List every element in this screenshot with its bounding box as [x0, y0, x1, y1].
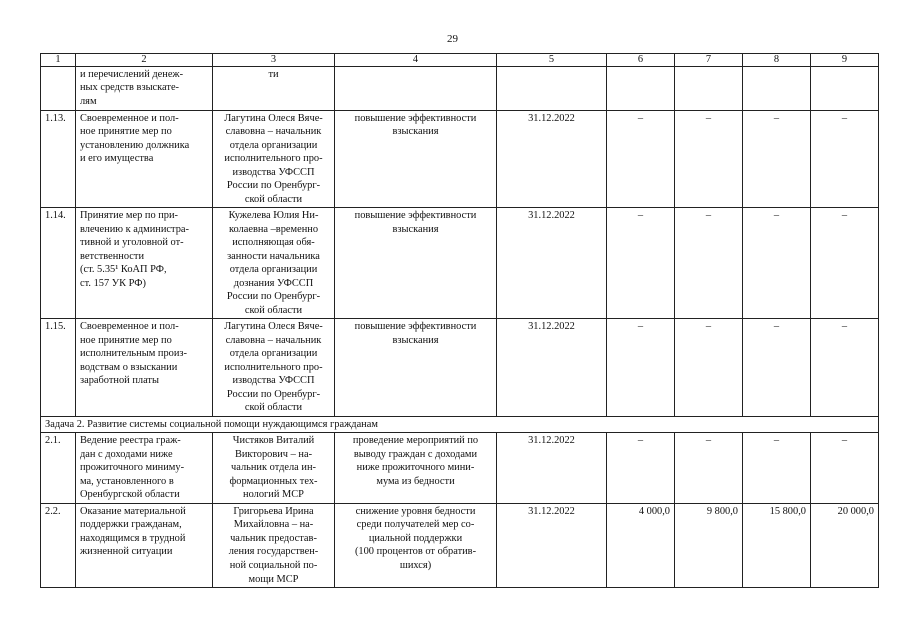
value-cell [675, 66, 743, 110]
result-cell: проведение мероприятий по выводу граждан с доходами ниже прожиточного мини- мума из бедности [335, 433, 497, 504]
responsible-cell: Чистяков Виталий Викторович – на- чальник отдела ин- формационных тех- нологий МСР [213, 433, 335, 504]
column-header: 7 [675, 54, 743, 67]
responsible-cell: Кужелева Юлия Ни- колаевна –временно исполняющая обя- занности начальника отдела организации дознания УФССП России по Оренбург- ской области [213, 208, 335, 319]
value-cell: – [743, 433, 811, 504]
value-cell: 9 800,0 [675, 503, 743, 587]
responsible-cell: Григорьева Ирина Михайловна – на- чальник предостав- ления государствен- ной социальной по- мощи МСР [213, 503, 335, 587]
value-cell: – [607, 208, 675, 319]
value-cell: – [743, 208, 811, 319]
deadline-cell: 31.12.2022 [497, 319, 607, 417]
deadline-cell: 31.12.2022 [497, 503, 607, 587]
result-cell: снижение уровня бедности среди получателей мер со- циальной поддержки (100 процентов от обратив- шихся) [335, 503, 497, 587]
row-number: 1.13. [41, 110, 76, 208]
table-row [41, 433, 879, 504]
value-cell: – [675, 433, 743, 504]
table-row [41, 503, 879, 587]
task-2-header: Задача 2. Развитие системы социальной помощи нуждающимся гражданам [41, 416, 879, 433]
deadline-cell: 31.12.2022 [497, 433, 607, 504]
value-cell [743, 66, 811, 110]
value-cell: – [607, 433, 675, 504]
value-cell: – [811, 208, 879, 319]
table-row [41, 110, 879, 208]
column-header: 1 [41, 54, 76, 67]
row-number [41, 66, 76, 110]
measure-cell: Своевременное и пол- ное принятие мер по исполнительным произ- водствам о взыскании заработной платы [76, 319, 213, 417]
value-cell [607, 66, 675, 110]
value-cell: 20 000,0 [811, 503, 879, 587]
result-cell [335, 66, 497, 110]
responsible-cell: ти [213, 66, 335, 110]
measure-cell: Оказание материальной поддержки гражданам, находящимся в трудной жизненной ситуации [76, 503, 213, 587]
value-cell: – [675, 110, 743, 208]
column-number-row [41, 54, 879, 67]
page-number: 29 [447, 33, 458, 45]
measure-cell: Ведение реестра граж- дан с доходами ниже прожиточного миниму- ма, установленного в Оренбургской области [76, 433, 213, 504]
column-header: 5 [497, 54, 607, 67]
row-number: 2.2. [41, 503, 76, 587]
column-header: 3 [213, 54, 335, 67]
row-number: 1.15. [41, 319, 76, 417]
action-plan-table [40, 53, 879, 588]
value-cell: – [675, 319, 743, 417]
value-cell: – [811, 110, 879, 208]
value-cell: – [675, 208, 743, 319]
result-cell: повышение эффективности взыскания [335, 208, 497, 319]
column-header: 6 [607, 54, 675, 67]
value-cell: – [743, 319, 811, 417]
measure-cell: и перечислений денеж- ных средств взыскате- лям [76, 66, 213, 110]
table-row [41, 319, 879, 417]
row-number: 2.1. [41, 433, 76, 504]
responsible-cell: Лагутина Олеся Вяче- славовна – начальник отдела организации исполнительного про- изводства УФССП России по Оренбург- ской области [213, 110, 335, 208]
deadline-cell [497, 66, 607, 110]
section-header-row [41, 416, 879, 433]
value-cell: 15 800,0 [743, 503, 811, 587]
value-cell [811, 66, 879, 110]
value-cell: – [811, 433, 879, 504]
value-cell: 4 000,0 [607, 503, 675, 587]
value-cell: – [743, 110, 811, 208]
measure-cell: Принятие мер по при- влечению к администра- тивной и уголовной от- ветственности (ст. 5.35¹ КоАП РФ, ст. 157 УК РФ) [76, 208, 213, 319]
column-header: 2 [76, 54, 213, 67]
column-header: 8 [743, 54, 811, 67]
table-row [41, 66, 879, 110]
value-cell: – [811, 319, 879, 417]
value-cell: – [607, 110, 675, 208]
row-number: 1.14. [41, 208, 76, 319]
value-cell: – [607, 319, 675, 417]
table-row [41, 208, 879, 319]
deadline-cell: 31.12.2022 [497, 208, 607, 319]
result-cell: повышение эффективности взыскания [335, 110, 497, 208]
column-header: 9 [811, 54, 879, 67]
responsible-cell: Лагутина Олеся Вяче- славовна – начальник отдела организации исполнительного про- изводства УФССП России по Оренбург- ской области [213, 319, 335, 417]
column-header: 4 [335, 54, 497, 67]
result-cell: повышение эффективности взыскания [335, 319, 497, 417]
measure-cell: Своевременное и пол- ное принятие мер по установлению должника и его имущества [76, 110, 213, 208]
deadline-cell: 31.12.2022 [497, 110, 607, 208]
